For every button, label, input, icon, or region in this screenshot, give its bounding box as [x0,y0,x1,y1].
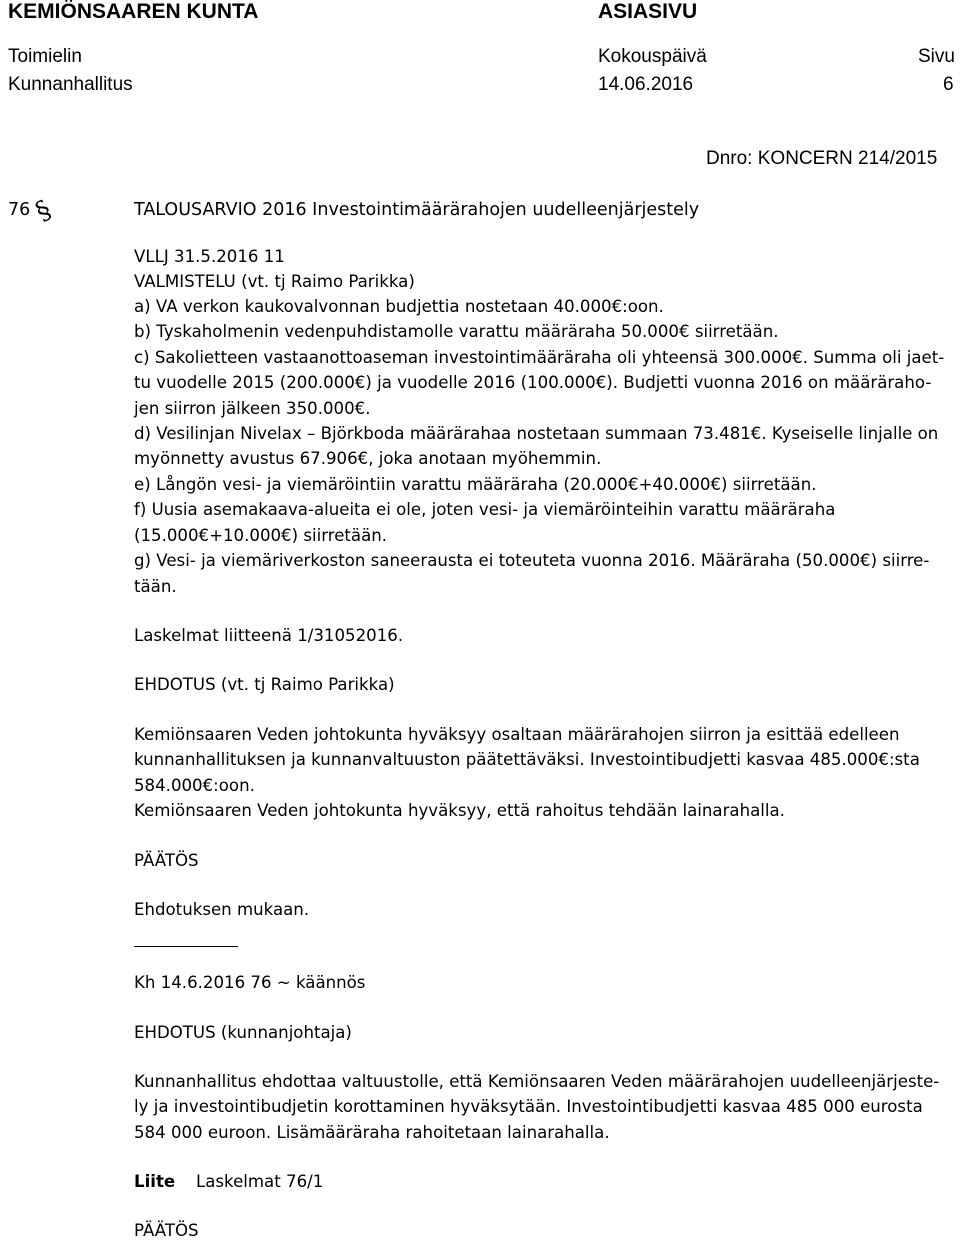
proposal1-line3: 584.000€:oon. [134,776,255,795]
proposal1-line2: kunnanhallituksen ja kunnanvaltuuston päätettäväksi. Investointibudjetti kasvaa 485.000€:sta [134,750,920,769]
dnro: Dnro: KONCERN 214/2015 [706,148,938,169]
proposal2-line1: Kunnanhallitus ehdottaa valtuustolle, että Kemiönsaaren Veden määrärahojen uudelleenjärjeste- [134,1072,940,1091]
list-item-c-line1: c) Sakolietteen vastaanottoaseman investointimääräraha oli yhteensä 300.000€. Summa oli jaet- [134,348,945,367]
date-value: 14.06.2016 [598,74,694,95]
page-number: 6 [943,74,954,95]
attachment-value: Laskelmat 76/1 [196,1172,324,1191]
list-item-g-line2: tään. [134,577,177,596]
organ-label: Toimielin [8,46,82,67]
org-name: KEMIÖNSAAREN KUNTA [8,0,259,23]
decision2-heading: PÄÄTÖS [134,1221,199,1240]
svg-text:§: § [30,194,57,228]
list-item-e: e) Långön vesi- ja viemäröintiin varattu määräraha (20.000€+40.000€) siirretään. [134,475,817,494]
proposal2-heading: EHDOTUS (kunnanjohtaja) [134,1023,352,1042]
calc-attachment-note: Laskelmat liitteenä 1/31052016. [134,626,404,645]
section-sign-icon [30,194,57,228]
organ-value: Kunnanhallitus [8,74,133,95]
list-item-c-line3: jen siirron jälkeen 350.000€. [134,399,371,418]
item-number: 76 [8,200,31,220]
list-item-d-line1: d) Vesilinjan Nivelax – Björkboda määrärahaa nostetaan summaan 73.481€. Kyseiselle linjalle on [134,424,939,443]
list-item-a: a) VA verkon kaukovalvonnan budjettia nostetaan 40.000€:oon. [134,297,664,316]
meeting-ref-kh: Kh 14.6.2016 76 ~ käännös [134,973,366,992]
proposal1-heading: EHDOTUS (vt. tj Raimo Parikka) [134,675,395,694]
attachment-label: Liite [134,1172,176,1191]
list-item-b: b) Tyskaholmenin vedenpuhdistamolle varattu määräraha 50.000€ siirretään. [134,322,779,341]
proposal2-line2: ly ja investointibudjetin korottaminen hyväksytään. Investointibudjetti kasvaa 485 000 eurosta [134,1097,923,1116]
date-label: Kokouspäivä [598,46,707,67]
page-label: Sivu [918,46,955,67]
list-item-c-line2: tu vuodelle 2015 (200.000€) ja vuodelle 2016 (100.000€). Budjetti vuonna 2016 on määräraho- [134,373,932,392]
list-item-d-line2: myönnetty avustus 67.906€, joka anotaan myöhemmin. [134,449,602,468]
list-item-f-line1: f) Uusia asemakaava-alueita ei ole, joten vesi- ja viemäröinteihin varattu määräraha [134,500,836,519]
list-item-f-line2: (15.000€+10.000€) siirretään. [134,526,388,545]
proposal1-line1: Kemiönsaaren Veden johtokunta hyväksyy osaltaan määrärahojen siirron ja esittää edelleen [134,725,900,744]
proposal2-line3: 584 000 euroon. Lisämääräraha rahoitetaan lainarahalla. [134,1123,610,1142]
proposal1-line4: Kemiönsaaren Veden johtokunta hyväksyy, että rahoitus tehdään lainarahalla. [134,801,785,820]
list-item-g-line1: g) Vesi- ja viemäriverkoston saneerausta ei toteuteta vuonna 2016. Määräraha (50.000€) siirre- [134,551,930,570]
divider-line [134,946,238,947]
decision1-text: Ehdotuksen mukaan. [134,900,310,919]
meeting-ref-vllj: VLLJ 31.5.2016 11 [134,247,285,266]
doc-type: ASIASIVU [598,0,698,23]
decision1-heading: PÄÄTÖS [134,851,199,870]
item-title: TALOUSARVIO 2016 Investointimäärärahojen uudelleenjärjestely [134,200,700,220]
preparation-heading: VALMISTELU (vt. tj Raimo Parikka) [134,272,415,291]
